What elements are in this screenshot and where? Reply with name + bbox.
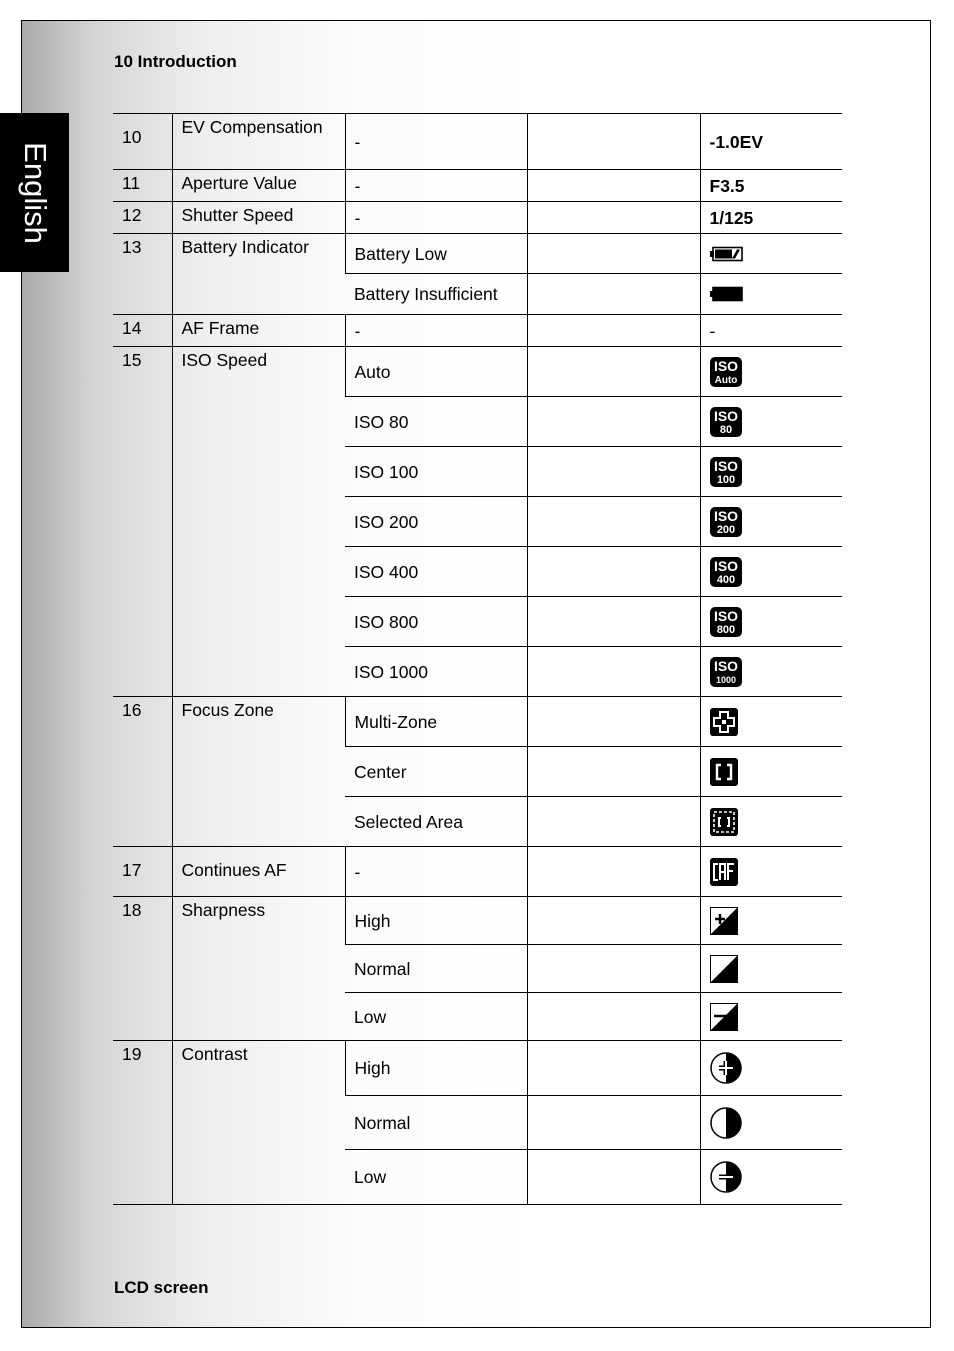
page-footer: LCD screen bbox=[114, 1278, 209, 1297]
option-label: ISO 400 bbox=[345, 547, 527, 597]
svg-text:ISO: ISO bbox=[713, 457, 738, 474]
multi-zone-focus-icon bbox=[710, 708, 738, 736]
option-label: ISO 200 bbox=[345, 497, 527, 547]
feature-name: Focus Zone bbox=[172, 697, 345, 847]
blank-cell bbox=[527, 847, 700, 897]
blank-cell bbox=[527, 170, 700, 202]
table-row bbox=[113, 170, 842, 202]
option-label: Normal bbox=[345, 945, 527, 993]
svg-text:ISO: ISO bbox=[713, 607, 738, 624]
blank-cell bbox=[527, 797, 700, 847]
display-value: 1/125 bbox=[700, 202, 842, 234]
svg-text:ISO: ISO bbox=[713, 557, 738, 574]
table-row bbox=[113, 234, 842, 274]
feature-name: Continues AF bbox=[172, 847, 345, 897]
iso-800-icon bbox=[710, 607, 742, 637]
contrast-low-icon bbox=[710, 1161, 742, 1193]
blank-cell bbox=[527, 1096, 700, 1150]
row-number: 11 bbox=[113, 170, 172, 202]
row-number: 18 bbox=[113, 897, 172, 1041]
blank-cell bbox=[527, 697, 700, 747]
option-label: - bbox=[345, 170, 527, 202]
option-label: High bbox=[345, 1041, 527, 1096]
option-label: ISO 800 bbox=[345, 597, 527, 647]
table-row bbox=[113, 697, 842, 747]
table-row bbox=[113, 202, 842, 234]
option-label: - bbox=[345, 315, 527, 347]
continuous-af-icon bbox=[710, 858, 738, 886]
option-label: Auto bbox=[345, 347, 527, 397]
blank-cell bbox=[527, 447, 700, 497]
svg-text:Auto: Auto bbox=[714, 374, 737, 386]
display-value: F3.5 bbox=[700, 170, 842, 202]
option-label: Multi-Zone bbox=[345, 697, 527, 747]
center-focus-icon bbox=[710, 758, 738, 786]
blank-cell bbox=[527, 747, 700, 797]
row-number: 10 bbox=[113, 114, 172, 170]
iso-auto-icon bbox=[710, 357, 742, 387]
blank-cell bbox=[527, 202, 700, 234]
display-value: -1.0EV bbox=[700, 114, 842, 170]
option-label: Low bbox=[345, 993, 527, 1041]
table-row bbox=[113, 315, 842, 347]
option-label: Battery Low bbox=[345, 234, 527, 274]
display-value: - bbox=[700, 315, 842, 347]
blank-cell bbox=[527, 497, 700, 547]
svg-text:ISO: ISO bbox=[713, 507, 738, 524]
feature-name: AF Frame bbox=[172, 315, 345, 347]
svg-text:1000: 1000 bbox=[715, 674, 736, 685]
feature-name: Sharpness bbox=[172, 897, 345, 1041]
table-row bbox=[113, 1041, 842, 1096]
option-label: Center bbox=[345, 747, 527, 797]
selected-area-focus-icon bbox=[710, 808, 738, 836]
blank-cell bbox=[527, 1041, 700, 1096]
svg-text:ISO: ISO bbox=[713, 407, 738, 424]
option-label: Normal bbox=[345, 1096, 527, 1150]
row-number: 13 bbox=[113, 234, 172, 315]
feature-name: Battery Indicator bbox=[172, 234, 345, 315]
table-row bbox=[113, 114, 842, 170]
blank-cell bbox=[527, 347, 700, 397]
table-row bbox=[113, 847, 842, 897]
svg-text:400: 400 bbox=[716, 573, 735, 586]
language-tab bbox=[0, 113, 69, 272]
option-label: - bbox=[345, 114, 527, 170]
svg-text:80: 80 bbox=[719, 423, 732, 436]
blank-cell bbox=[527, 897, 700, 945]
contrast-high-icon bbox=[710, 1052, 742, 1084]
language-tab-label: English bbox=[18, 142, 53, 244]
blank-cell bbox=[527, 547, 700, 597]
svg-text:ISO: ISO bbox=[713, 657, 738, 674]
page-header: 10 Introduction bbox=[114, 52, 237, 71]
blank-cell bbox=[527, 315, 700, 347]
option-label: - bbox=[345, 202, 527, 234]
option-label: Low bbox=[345, 1150, 527, 1205]
sharpness-low-icon bbox=[710, 1003, 738, 1031]
blank-cell bbox=[527, 647, 700, 697]
option-label: - bbox=[345, 847, 527, 897]
iso-1000-icon bbox=[710, 657, 742, 687]
contrast-normal-icon bbox=[710, 1107, 742, 1139]
blank-cell bbox=[527, 234, 700, 274]
iso-100-icon bbox=[710, 457, 742, 487]
iso-400-icon bbox=[710, 557, 742, 587]
blank-cell bbox=[527, 1150, 700, 1205]
row-number: 17 bbox=[113, 847, 172, 897]
lcd-icon-table bbox=[113, 113, 842, 1205]
option-label: ISO 1000 bbox=[345, 647, 527, 697]
row-number: 12 bbox=[113, 202, 172, 234]
sharpness-normal-icon bbox=[710, 955, 738, 983]
iso-200-icon bbox=[710, 507, 742, 537]
svg-text:200: 200 bbox=[716, 523, 735, 536]
svg-text:ISO: ISO bbox=[713, 357, 738, 374]
blank-cell bbox=[527, 274, 700, 315]
blank-cell bbox=[527, 114, 700, 170]
svg-text:800: 800 bbox=[716, 623, 735, 636]
feature-name: EV Compensation bbox=[172, 114, 345, 170]
battery-insufficient-icon bbox=[710, 286, 744, 302]
blank-cell bbox=[527, 397, 700, 447]
sharpness-high-icon bbox=[710, 907, 738, 935]
feature-name: Aperture Value bbox=[172, 170, 345, 202]
option-label: ISO 80 bbox=[345, 397, 527, 447]
row-number: 15 bbox=[113, 347, 172, 697]
feature-name: Contrast bbox=[172, 1041, 345, 1205]
svg-text:100: 100 bbox=[716, 473, 735, 486]
blank-cell bbox=[527, 945, 700, 993]
option-label: Selected Area bbox=[345, 797, 527, 847]
feature-name: Shutter Speed bbox=[172, 202, 345, 234]
iso-80-icon bbox=[710, 407, 742, 437]
option-label: ISO 100 bbox=[345, 447, 527, 497]
blank-cell bbox=[527, 993, 700, 1041]
option-label: High bbox=[345, 897, 527, 945]
table-row bbox=[113, 897, 842, 945]
row-number: 19 bbox=[113, 1041, 172, 1205]
option-label: Battery Insufficient bbox=[345, 274, 527, 315]
feature-name: ISO Speed bbox=[172, 347, 345, 697]
blank-cell bbox=[527, 597, 700, 647]
battery-low-icon bbox=[710, 246, 744, 262]
row-number: 16 bbox=[113, 697, 172, 847]
table-row bbox=[113, 347, 842, 397]
row-number: 14 bbox=[113, 315, 172, 347]
